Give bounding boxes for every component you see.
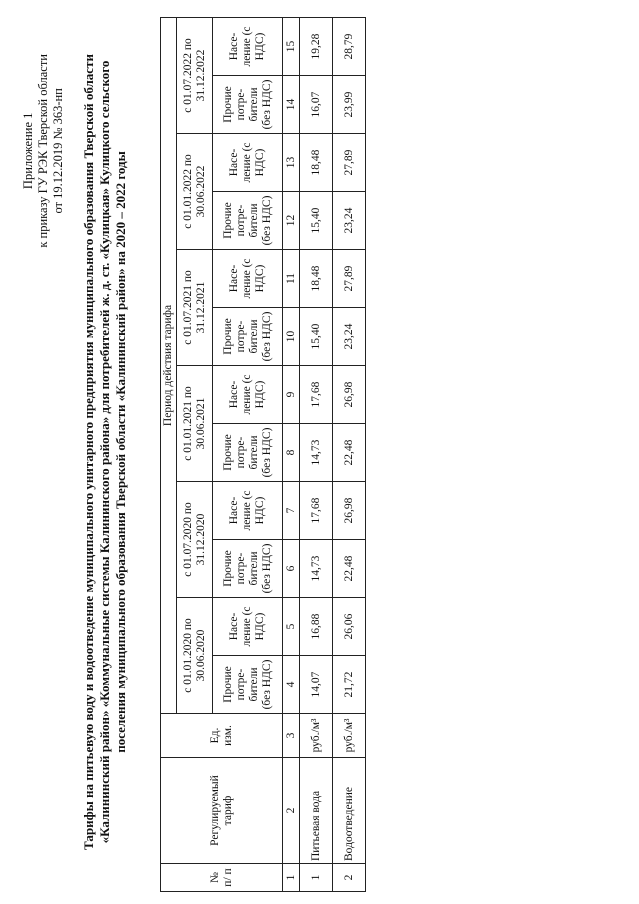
header-category-other: Прочие потре-бители (без НДС) (213, 424, 283, 482)
header-period-range: с 01.01.2022 по 30.06.2022 (177, 134, 213, 250)
title-line-3: поселения муниципального образования Тверской области «Калининский район» на 2020 – 2022 годы (113, 151, 128, 753)
title-line-2: «Калининский район» «Коммунальные системы Калининского района» для потребителей ж. д. ст. «Кулицкая» Кулицкого сельского (97, 60, 112, 844)
tariff-value: 23,24 (333, 308, 366, 366)
header-period-range: с 01.01.2021 по 30.06.2021 (177, 366, 213, 482)
header-period: Период действия тарифа (161, 18, 177, 714)
column-number: 8 (283, 424, 300, 482)
row-unit: руб./м³ (300, 714, 333, 758)
appendix-header (21, 54, 66, 248)
tariff-value: 14,73 (300, 540, 333, 598)
appendix-line-3: от 19.12.2019 № 363-нп (51, 88, 65, 214)
column-number: 10 (283, 308, 300, 366)
column-number: 5 (283, 598, 300, 656)
tariff-value: 27,89 (333, 134, 366, 192)
header-unit: Ед. изм. (161, 714, 283, 758)
header-number: № п/ п (161, 864, 283, 892)
tariff-value: 26,06 (333, 598, 366, 656)
appendix-line-2: к приказу ГУ РЭК Тверской области (36, 54, 50, 248)
header-period-range: с 01.07.2021 по 31.12.2021 (177, 250, 213, 366)
header-category-population: Насе-ление (с НДС) (213, 366, 283, 424)
header-category-population: Насе-ление (с НДС) (213, 598, 283, 656)
row-tariff-name: Водоотведение (333, 758, 366, 864)
row-number: 2 (333, 864, 366, 892)
column-number: 4 (283, 656, 300, 714)
tariff-value: 26,98 (333, 366, 366, 424)
column-number-row (283, 18, 300, 892)
column-number: 7 (283, 482, 300, 540)
appendix-line-1: Приложение 1 (21, 112, 35, 190)
row-number: 1 (300, 864, 333, 892)
header-category-other: Прочие потре-бители (без НДС) (213, 540, 283, 598)
header-period-range: с 01.01.2020 по 30.06.2020 (177, 598, 213, 714)
tariff-value: 26,98 (333, 482, 366, 540)
column-number: 14 (283, 76, 300, 134)
tariff-value: 15,40 (300, 308, 333, 366)
row-unit: руб./м³ (333, 714, 366, 758)
header-tariff: Регулируемый тариф (161, 758, 283, 864)
header-period-range: с 01.07.2020 по 31.12.2020 (177, 482, 213, 598)
header-category-other: Прочие потре-бители (без НДС) (213, 656, 283, 714)
tariff-value: 28,79 (333, 18, 366, 76)
column-number: 6 (283, 540, 300, 598)
tariff-value: 16,07 (300, 76, 333, 134)
tariff-value: 23,99 (333, 76, 366, 134)
tariff-value: 17,68 (300, 366, 333, 424)
tariff-value: 22,48 (333, 424, 366, 482)
column-number: 1 (283, 864, 300, 892)
tariff-value: 18,48 (300, 134, 333, 192)
column-number: 15 (283, 18, 300, 76)
column-number: 11 (283, 250, 300, 308)
header-category-population: Насе-ление (с НДС) (213, 134, 283, 192)
title-line-1: Тарифы на питьевую воду и водоотведение муниципального унитарного предприятия муниципального образования Тверской области (81, 54, 96, 850)
column-number: 2 (283, 758, 300, 864)
tariff-value: 18,48 (300, 250, 333, 308)
tariff-value: 23,24 (333, 192, 366, 250)
header-category-population: Насе-ление (с НДС) (213, 18, 283, 76)
header-category-other: Прочие потре-бители (без НДС) (213, 192, 283, 250)
header-category-population: Насе-ление (с НДС) (213, 482, 283, 540)
tariff-value: 22,48 (333, 540, 366, 598)
column-number: 3 (283, 714, 300, 758)
header-category-other: Прочие потре-бители (без НДС) (213, 76, 283, 134)
document-title (81, 32, 129, 872)
column-number: 9 (283, 366, 300, 424)
tariff-value: 16,88 (300, 598, 333, 656)
table-row-wastewater (333, 18, 366, 892)
tariff-value: 21,72 (333, 656, 366, 714)
tariff-table (160, 17, 366, 892)
tariff-value: 15,40 (300, 192, 333, 250)
header-period-range: с 01.07.2022 по 31.12.2022 (177, 18, 213, 134)
tariff-value: 14,73 (300, 424, 333, 482)
tariff-value: 14,07 (300, 656, 333, 714)
row-tariff-name: Питьевая вода (300, 758, 333, 864)
tariff-value: 17,68 (300, 482, 333, 540)
column-number: 13 (283, 134, 300, 192)
tariff-value: 27,89 (333, 250, 366, 308)
document-page (15, 12, 635, 892)
table-row-drinking-water (300, 18, 333, 892)
column-number: 12 (283, 192, 300, 250)
header-category-population: Насе-ление (с НДС) (213, 250, 283, 308)
header-category-other: Прочие потре-бители (без НДС) (213, 308, 283, 366)
tariff-value: 19,28 (300, 18, 333, 76)
